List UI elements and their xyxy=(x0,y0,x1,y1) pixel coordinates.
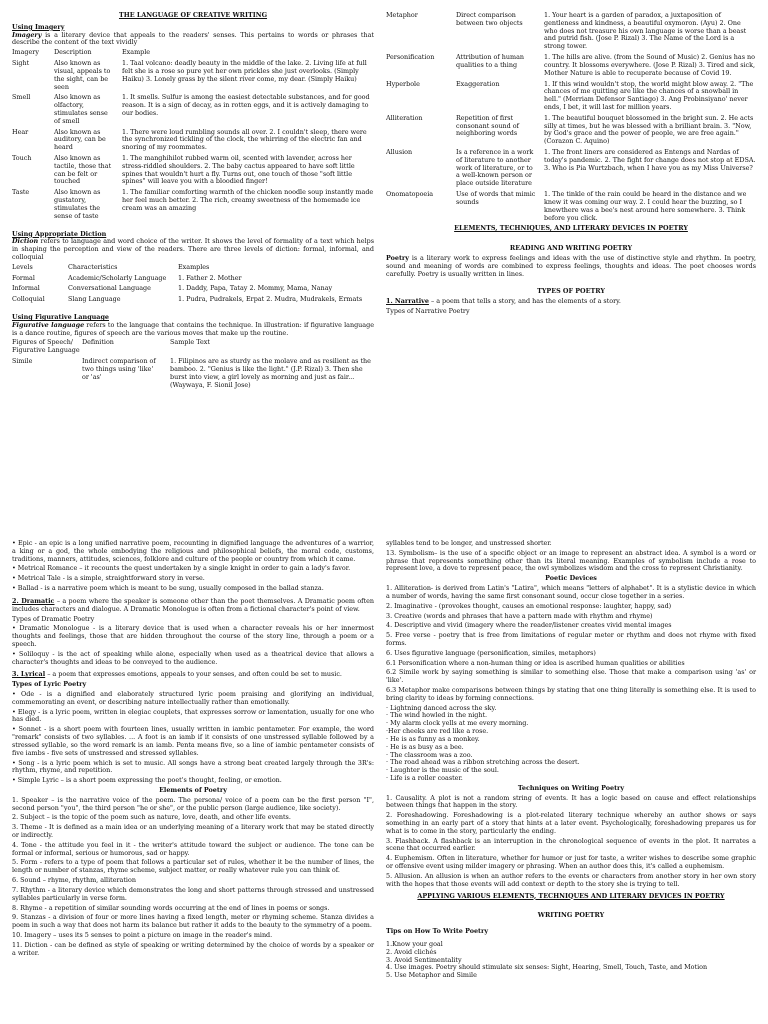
imagery-definition: is a literary device that appeals to the readers' senses. This pertains to words or phrases that describe the content of the text vividly xyxy=(12,30,374,47)
device-item: 2. Imaginative - (provokes thought, causes an emotional response: laughter, happy, sad) xyxy=(386,601,672,610)
table-header-cell: Description xyxy=(54,48,92,57)
narrative-types-label: Types of Narrative Poetry xyxy=(386,307,470,315)
example-cell: 1. Pudra, Pudrakels, Erpat 2. Mudra, Mudrakels, Ermats xyxy=(178,295,363,304)
example-cell: 1. The familiar comforting warmth of the chicken noodle soup instantly made her feel much better. 2. The rich, creamy sweetness of the homemade ice cream was an amazing xyxy=(122,188,374,212)
definition-cell: Repetition of first consonant sound of neighboring words xyxy=(456,113,520,138)
narrative-definition: – a poem that tells a story, and has the elements of a story. xyxy=(430,297,621,306)
table-header-cell: Levels xyxy=(12,262,33,271)
imagery-row xyxy=(12,94,374,125)
imagery-row xyxy=(12,129,374,152)
figurative-intro xyxy=(12,322,374,338)
figurative-heading: Using Figurative Language xyxy=(12,313,109,321)
dramatic-definition: – a poem where the speaker is someone other than the poet themselves. A Dramatic poem often includes characters and dialogue. A Dramatic Monologue is often from a fictional character's point of view. xyxy=(12,596,374,613)
example-line: · He is as busy as a bee. xyxy=(386,742,464,751)
imagery-intro xyxy=(12,32,374,48)
applying-heading: APPLYING VARIOUS ELEMENTS, TECHNIQUES AND LITERARY DEVICES IN POETRY xyxy=(417,891,725,900)
imagery-row xyxy=(12,189,374,220)
example-line: ·Her cheeks are red like a rose. xyxy=(386,727,489,736)
sense-cell: Smell xyxy=(12,93,31,102)
table-header-cell: Characteristics xyxy=(68,262,118,271)
figurative-row xyxy=(386,149,756,188)
element-item: 11. Diction - can be defined as style of speaking or writing determined by the choice of words by a speaker or a writer. xyxy=(12,940,374,957)
elegy-item: • Elegy - is a lyric poem, written in elegiac couplets, that expresses sorrow or lamentation, usually for one who has died. xyxy=(12,707,374,724)
poetry-definition: is a literary work to express feelings and ideas with the use of distinctive style and rhythm. In poetry, sound and meaning of words are combined to express feelings, thoughts and ideas. The poet chooses words carefully. Poetry is usually written in lines. xyxy=(386,253,756,278)
table-header-cell: Imagery xyxy=(12,48,39,57)
example-cell: 1. Father 2. Mother xyxy=(178,273,242,282)
sense-cell: Taste xyxy=(12,188,30,197)
example-cell: 1. Daddy, Papa, Tatay 2. Mommy, Mama, Nanay xyxy=(178,284,333,293)
symbolism-item: 13. Symbolism– is the use of a specific object or an image to represent an abstract idea. A symbol is a word or phrase that represents something other than its literal meaning. Examples of symbolism include a rose to represent love, a dove to represent peace, the owl symbolizes wisdom and the cross to represent Christianity. xyxy=(386,548,756,573)
diction-definition: refers to language and word choice of the writer. It shows the level of formality of a text which helps in shaping the perception and view of the readers. There are three levels of diction: formal, informal, and colloquial xyxy=(12,237,374,261)
poetry-term: Poetry xyxy=(386,253,409,262)
tip-item: 2. Avoid clichés xyxy=(386,947,437,956)
definition-cell: Use of words that mimic sounds xyxy=(456,190,536,206)
element-item: 3. Theme - It is defined as a main idea or an underlying meaning of a literary work that may be stated directly or indirectly. xyxy=(12,823,374,839)
description-cell: Also known as tactile, those that can be felt or touched xyxy=(54,154,112,186)
technique-item: 2. Foreshadowing. Foreshadowing is a plot-related literary technique whereby an author shows or says something in an early part of a story that hints at a later event. Psychologically, foreshadowing prepares us for what is to come in the story, particularly the ending. xyxy=(386,811,756,835)
dramatic-line xyxy=(12,598,374,614)
imagery-row xyxy=(12,155,374,186)
element-item: 2. Subject – is the topic of the poem such as nature, love, death, and other life events. xyxy=(12,813,291,822)
example-cell: 1. It smells. Sulfur is among the easiest detectable substances, and for good reason. It is a sign of decay, as in rotten eggs, and it is actively damaging to our bodies. xyxy=(122,93,370,117)
metrical-tale-item: • Metrical Tale - is a simple, straightforward story in verse. xyxy=(12,574,205,583)
diction-term: Diction xyxy=(12,237,39,246)
figurative-definition: refers to the language that contains the technique. In illustration: if figurative language is a dance routine, figures of speech are the various moves that make up the routine. xyxy=(12,320,374,337)
sonnet-item: • Sonnet - is a short poem with fourteen lines, usually written in iambic pentameter. For example, the word "remark" consists of two syllables. ... A foot is an iamb if it consists of one unstressed syllable followed by a stressed syllable, so the word remark is an iamb. Penta means five, so a line of iambic pentameter consists of five iambs - five sets of unstressed and stressed syllables. xyxy=(12,725,374,757)
tip-item: 5. Use Metaphor and Simile xyxy=(386,971,477,980)
simple-lyric-item: • Simple Lyric – is a short poem expressing the poet's thought, feeling, or emotion. xyxy=(12,776,282,785)
diction-intro xyxy=(12,238,374,261)
element-item: 10. Imagery – uses its 5 senses to point a picture on image in the reader's mind. xyxy=(12,930,273,939)
example-line: · Lightning danced across the sky. xyxy=(386,703,497,712)
dramatic-monologue-item: • Dramatic Monologue - is a literary device that is used when a character reveals his or her innermost thoughts and feelings, those that are hidden throughout the course of the story line, through a poem or a speech. xyxy=(12,624,374,648)
element-item: 8. Rhyme - a repetition of similar sounding words occurring at the end of lines in poems or songs. xyxy=(12,903,330,912)
figurative-row xyxy=(386,191,756,222)
figurative-row xyxy=(386,81,756,112)
sense-cell: Sight xyxy=(12,59,30,68)
column-top-left xyxy=(12,12,374,392)
device-item: 1. Alliteration- is derived from Latin's "Latira", which means "letters of alphabet". It is a stylistic device in which a number of words, having the same first consonant sound, occur close together in a series. xyxy=(386,584,756,600)
device-item: 5. Free verse - poetry that is free from limitations of regular meter or rhythm and does not rhyme with fixed forms. xyxy=(386,631,756,647)
example-line: · He is as funny as a monkey. xyxy=(386,734,480,743)
ballad-item: • Ballad - is a narrative poem which is meant to be sung, usually composed in the ballad stanza. xyxy=(12,584,324,593)
description-cell: Also known as visual, appeals to the sight, can be seen xyxy=(54,59,111,91)
example-line: · The classroom was a zoo. xyxy=(386,750,473,759)
diction-row xyxy=(12,296,374,304)
tips-heading: Tips on How To Write Poetry xyxy=(386,927,489,936)
sample-cell: 1. The hills are alive. (from the Sound of Music) 2. Genius has no country. It blossoms everywhere. (Jose P. Rizal) 3. Tired and sick, Mother Nature is able to recuperate because of Covid 19. xyxy=(544,53,756,77)
example-line: · Laughter is the music of the soul. xyxy=(386,766,499,775)
sample-cell: 1. If this wind wouldn't stop, the world might blow away. 2. "The chances of me quitting are like the chances of a snowball in hell." (Merriam Defensor Santiago) 3. Ang Probinsiyano' never ends, I bet, it will last for million years. xyxy=(544,79,754,111)
definition-cell: Direct comparison between two objects xyxy=(456,11,523,27)
device-item: 6.2 Simile work by saying something is similar to something else. Those that make a comparison using 'as' or 'like'. xyxy=(386,668,756,685)
technique-item: 4. Euphemism. Often in literature, whether for humor or just for taste, a writer wishes to describe some graphic or offensive event using milder imagery or phrasing. When an author does this, it's called a euphemism. xyxy=(386,854,756,871)
figure-cell: Hyperbole xyxy=(386,79,420,88)
figure-cell: Alliteration xyxy=(386,113,423,122)
sense-cell: Hear xyxy=(12,127,29,136)
soliloquy-item: • Soliloquy - is the act of speaking while alone, especially when used as a theatrical device that allows a character's thoughts and ideas to be conveyed to the audience. xyxy=(12,649,374,666)
example-cell: 1. There were loud rumbling sounds all over. 2. I couldn't sleep, there were the synchronized tickling of the clock, the whirring of the electric fan and snoring of my roommates. xyxy=(122,127,367,152)
table-header-cell: Sample Text xyxy=(170,338,210,347)
table-header-cell: Definition xyxy=(82,338,114,347)
reading-writing-heading: READING AND WRITING POETRY xyxy=(509,244,633,253)
device-item: 3. Creative (words and phrases that have a pattern made with rhythm and rhyme) xyxy=(386,611,653,620)
table-header-cell: Example xyxy=(122,48,151,57)
figurative-table-header xyxy=(12,339,374,355)
figure-cell: Personification xyxy=(386,53,435,62)
description-cell: Also known as gustatory, stimulates the sense of taste xyxy=(54,188,101,220)
device-item: 6.1 Personification where a non-human thing or idea is ascribed human qualities or abilities xyxy=(386,658,685,667)
description-cell: Also known as auditory, can be heard xyxy=(54,127,106,152)
sample-cell: 1. Filipinos are as sturdy as the molave and as resilient as the bamboo. 2. "Genius is like the light." (J.P. Rizal) 3. Then she burst into view, a girl lovely as morning and just as fair... (Waywaya, F. Sionil Jose) xyxy=(170,357,371,389)
description-cell: Also known as olfactory, stimulates sense of smell xyxy=(54,93,108,125)
lyrical-line xyxy=(12,671,374,679)
device-item: 4. Descriptive and vivid (imagery where the reader/listener creates vivid mental images xyxy=(386,621,672,630)
table-header-cell: Figures of Speech/ Figurative Language xyxy=(12,338,80,355)
diction-heading: Using Appropriate Diction xyxy=(12,229,107,238)
example-line: · The wind howled in the night. xyxy=(386,711,488,720)
column-bottom-left xyxy=(12,540,374,959)
characteristics-cell: Academic/Scholarly Language xyxy=(68,273,167,282)
writing-poetry-heading: WRITING POETRY xyxy=(537,911,605,920)
table-header-cell: Examples xyxy=(178,262,210,271)
figurative-row xyxy=(386,54,756,77)
technique-item: 5. Allusion. An allusion is when an author refers to the events or characters from another story in her own story with the hopes that those events will add context or depth to the story she is trying to tell. xyxy=(386,871,756,888)
diction-table-header xyxy=(12,264,374,272)
metrical-romance-item: • Metrical Romance – it recounts the quest undertaken by a single knight in order to gain a lady's favor. xyxy=(12,564,351,573)
figure-cell: Onomatopoeia xyxy=(386,190,434,199)
dramatic-types-label: Types of Dramatic Poetry xyxy=(12,614,95,623)
imagery-heading: Using Imagery xyxy=(12,22,65,31)
lyric-types-label: Types of Lyric Poetry xyxy=(12,680,87,689)
poetic-devices-heading: Poetic Devices xyxy=(545,574,597,583)
example-cell: 1. Taal volcano: deadly beauty in the middle of the lake. 2. Living life at full felt she is a rose so pure yet her own prickles she just overlooks. (Simply Haiku) 3. Lonely grass by the silent river come, my dear. (Simply Haiku) xyxy=(122,59,367,83)
diction-row xyxy=(12,275,374,283)
column-top-right xyxy=(386,12,756,318)
definition-cell: Is a reference in a work of literature to another work of literature, or to a well-known person or place outside literature xyxy=(456,148,534,188)
epic-item: • Epic - an epic is a long unified narrative poem, recounting in dignified language the adventures of a warrior, a king or a god, the whole embodying the religious and philosophical beliefs, the moral code, customs, traditions, manners, attitudes, sciences, folklore and culture of the people or country from which it came. xyxy=(12,539,374,563)
level-cell: Colloquial xyxy=(12,295,45,304)
characteristics-cell: Conversational Language xyxy=(68,284,151,293)
device-item: 6.3 Metaphor make comparisons between things by stating that one thing literally is something else. It is used to bring clarity to ideas by forming connections. xyxy=(386,686,756,702)
elements-heading: Elements of Poetry xyxy=(159,785,227,794)
poetry-elements-heading: ELEMENTS, TECHNIQUES, AND LITERARY DEVICES IN POETRY xyxy=(454,224,688,233)
definition-cell: Indirect comparison of two things using 'like' or 'as' xyxy=(82,357,156,381)
level-cell: Informal xyxy=(12,284,40,293)
sense-cell: Touch xyxy=(12,154,32,162)
types-heading: TYPES OF POETRY xyxy=(537,287,605,296)
poetry-intro xyxy=(386,255,756,278)
sample-cell: 1. The front liners are considered as Entengs and Nardas of today's pandemic. 2. The fight for change does not stop at EDSA. 3. Who is Pia Wurtzbach, when I have you as my Miss Universe? xyxy=(544,148,756,172)
characteristics-cell: Slang Language xyxy=(68,295,121,304)
imagery-term: Imagery xyxy=(12,30,42,39)
element-item: 7. Rhythm - a literary device which demonstrates the long and short patterns through stressed and unstressed syllables particularly in verse form. xyxy=(12,885,374,902)
song-item: • Song - is a lyric poem which is set to music. All songs have a strong beat created largely through the 3R's: rhythm, rhyme, and repetition. xyxy=(12,758,374,775)
figurative-row xyxy=(386,12,756,51)
dramatic-term: 2. Dramatic xyxy=(12,596,55,605)
element-item: 9. Stanzas - a division of four or more lines having a fixed length, meter or rhyming scheme. Stanza divides a poem in such a way that does not harm its balance but rather it adds to the beauty to the symmetry of a poem. xyxy=(12,913,374,930)
ode-item: • Ode - is a dignified and elaborately structured lyric poem praising and glorifying an individual, commemorating an event, or describing nature intellectually rather than emotionally. xyxy=(12,690,374,706)
figurative-row xyxy=(12,358,374,389)
technique-item: 1. Causality. A plot is not a random string of events. It has a logic based on cause and effect relationships between things that happen in the story. xyxy=(386,793,756,810)
technique-item: 3. Flashback. A flashback is an interruption in the chronological sequence of events in the plot. It narrates a scene that occurred earlier. xyxy=(386,836,756,853)
tip-item: 3. Avoid Sentimentality xyxy=(386,955,462,964)
diction-row xyxy=(12,285,374,293)
figure-cell: Metaphor xyxy=(386,11,418,19)
figurative-row xyxy=(386,115,756,146)
lyrical-term: 3. Lyrical xyxy=(12,670,46,679)
device-item: 6. Uses figurative language (personification, similes, metaphors) xyxy=(386,648,596,657)
element-item: 4. Tone - the attitude you feel in it - the writer's attitude toward the subject or audience. The tone can be formal or informal, serious or humorous, sad or happy. xyxy=(12,840,374,857)
element-item: 1. Speaker – is the narrative voice of the poem. The persona/ voice of a poem can be the first person "I", second person "you", the third person "he or she", or the public person (large audience, like society). xyxy=(12,795,374,812)
figure-cell: Allusion xyxy=(386,148,413,156)
sample-cell: 1. The beautiful bouquet blossomed in the bright sun. 2. He acts silly at times, but he was blessed with a brilliant brain. 3. "Now, by God's grace and the power of people, we are free again." (Corazon C. Aquino) xyxy=(544,113,754,146)
element-item: 6. Sound – rhyme, rhythm, alliteration xyxy=(12,876,136,885)
page-title: THE LANGUAGE OF CREATIVE WRITING xyxy=(118,11,268,19)
imagery-row xyxy=(12,60,374,91)
techniques-heading: Techniques on Writing Poetry xyxy=(517,783,625,792)
lyrical-definition: – a poem that expresses emotions, appeals to your senses, and often could be set to music. xyxy=(47,670,342,679)
level-cell: Formal xyxy=(12,273,35,282)
imagery-table-header xyxy=(12,49,374,57)
narrative-term: 1. Narrative xyxy=(386,297,429,306)
sample-cell: 1. The tinkle of the rain could be heard in the distance and we knew it was coming our way. 2. I could hear the buzzing, so I knewthere was a bee's nest around here somewhere. 3. Think before you click. xyxy=(544,190,747,222)
definition-cell: Exaggeration xyxy=(456,79,500,88)
tip-item: 4. Use images. Poetry should stimulate six senses: Sight, Hearing, Smell, Touch, Taste, and Motion xyxy=(386,963,708,972)
example-line: · The road ahead was a ribbon stretching across the desert. xyxy=(386,758,580,767)
column-bottom-right xyxy=(386,540,756,980)
example-cell: 1. The manghihilot rubbed warm oil, scented with lavender, across her stress-riddled shoulders. 2. The baby cactus appeared to have soft little spines that wouldn't hurt a fly. Turns out, one touch of those "soft little spines" will leave you with a bloodied finger! xyxy=(122,154,355,186)
figure-cell: Simile xyxy=(12,357,33,366)
syllables-line: syllables tend to be longer, and unstressed shorter. xyxy=(386,539,552,547)
example-line: · My alarm clock yells at me every morning. xyxy=(386,719,529,728)
narrative-line xyxy=(386,298,756,306)
example-line: · Life is a roller coaster. xyxy=(386,773,463,782)
tip-item: 1.Know your goal xyxy=(386,939,443,948)
sample-cell: 1. Your heart is a garden of paradox, a juxtaposition of gentleness and kindness, a beautiful oxymoron. (Ayu) 2. One who does not treasure his own language is worse than a beast and putrid fish. (Jose P. Rizal) 3. The Name of the Lord is a strong tower. xyxy=(544,11,747,51)
element-item: 5. Form - refers to a type of poem that follows a particular set of rules, whether it be the number of lines, the length or number of stanzas, rhyme scheme, subject matter, or really whatever rule you can think of. xyxy=(12,858,374,875)
figurative-term: Figurative language xyxy=(12,320,85,329)
definition-cell: Attribution of human qualities to a thing xyxy=(456,53,525,69)
